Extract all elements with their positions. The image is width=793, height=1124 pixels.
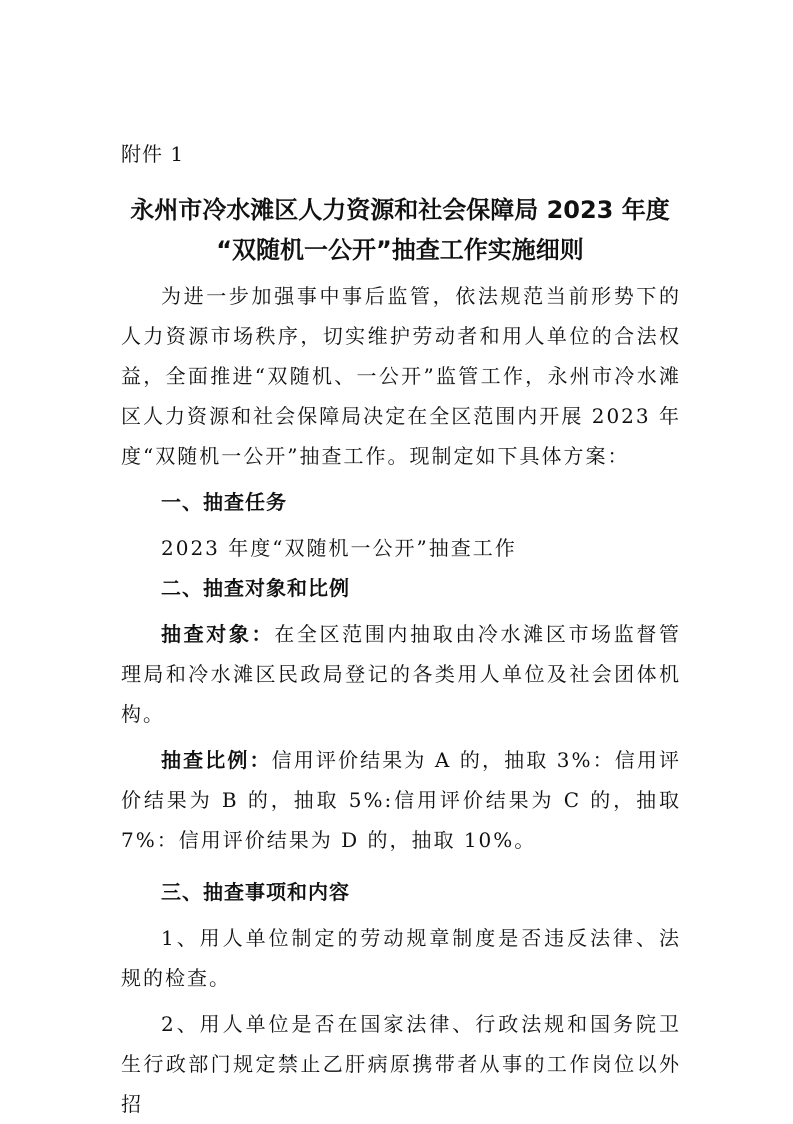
document-body	[121, 276, 681, 1124]
ratio-label: 抽查比例：	[161, 748, 272, 772]
object-text: 在全区范围内抽取由冷水滩区市场监督管理局和冷水滩区民政局登记的各类用人单位及社会团体机构。	[121, 622, 682, 726]
section2-heading: 二、抽查对象和比例	[161, 576, 350, 600]
ratio-text: 信用评价结果为 A 的，抽取 3%：信用评价结果为 B 的，抽取 5%:信用评价结果为 C 的，抽取 7%：信用评价结果为 D 的，抽取 10%。	[121, 748, 682, 852]
intro-paragraph: 为进一步加强事中事后监管，依法规范当前形势下的人力资源市场秩序，切实维护劳动者和用人单位的合法权益，全面推进“双随机、一公开”监管工作，永州市冷水滩区人力资源和社会保障局决定在全区范围内开展 2023 年度“双随机一公开”抽查工作。现制定如下具体方案：	[121, 284, 681, 468]
attachment-label: 附件 1	[121, 142, 185, 166]
document-title-line2: “双随机一公开”抽查工作实施细则	[216, 236, 584, 264]
section3-item2: 2、用人单位是否在国家法律、行政法规和国务院卫生行政部门规定禁止乙肝病原携带者从事的工作岗位以外招	[121, 1012, 681, 1116]
section3-heading: 三、抽查事项和内容	[161, 880, 350, 904]
section2-ratio-paragraph	[121, 740, 681, 860]
section2-object-paragraph	[121, 614, 681, 734]
section3-item1: 1、用人单位制定的劳动规章制度是否违反法律、法规的检查。	[121, 926, 681, 990]
section1-text: 2023 年度“双随机一公开”抽查工作	[161, 536, 517, 560]
section1-heading: 一、抽查任务	[161, 490, 287, 514]
document-title-line1: 永州市冷水滩区人力资源和社会保障局 2023 年度	[130, 196, 670, 224]
object-label: 抽查对象：	[161, 622, 275, 646]
